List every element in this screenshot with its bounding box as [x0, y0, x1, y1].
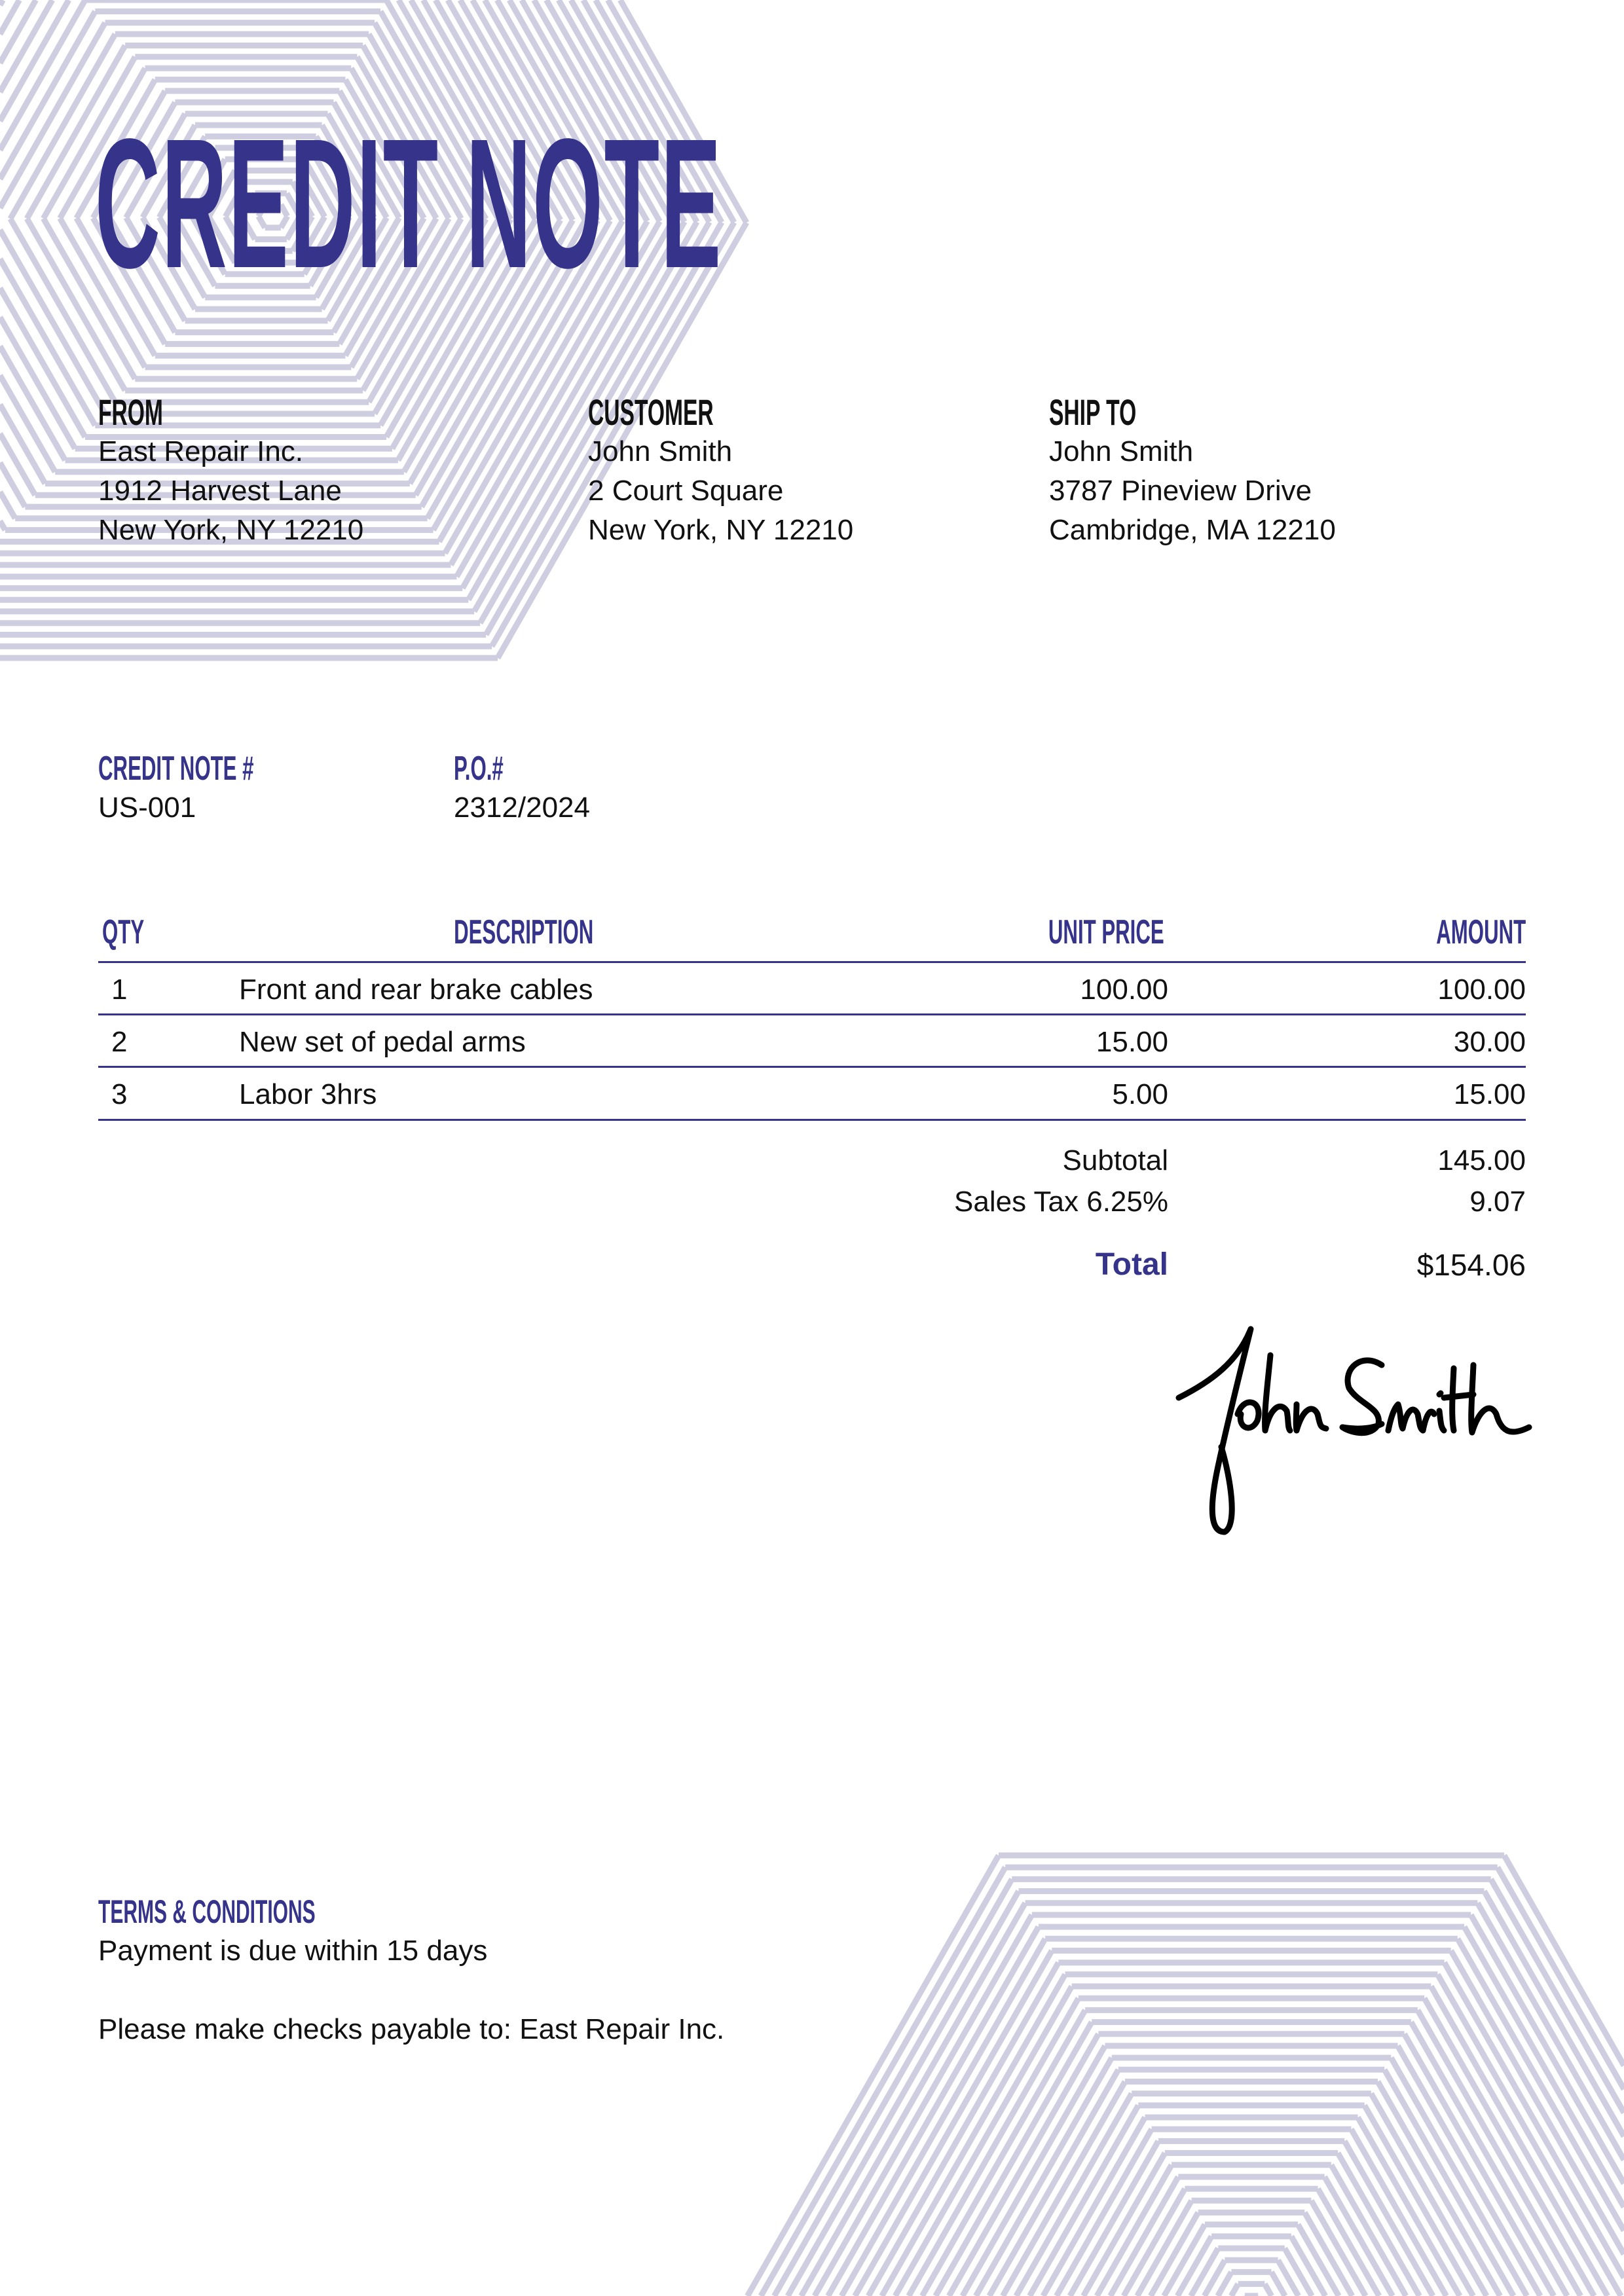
row-amount: 100.00	[1437, 974, 1526, 1006]
terms-line: Please make checks payable to: East Repair Inc.	[98, 2013, 725, 2045]
ship-to-line: 3787 Pineview Drive	[1049, 475, 1312, 507]
total-label: Total	[1095, 1247, 1168, 1282]
header-amount-text: AMOUNT	[1436, 913, 1526, 951]
row-unit-price: 15.00	[1096, 1026, 1168, 1058]
ship-to-line: John Smith	[1049, 435, 1194, 467]
table-divider	[98, 1066, 1526, 1068]
customer-line: New York, NY 12210	[588, 514, 854, 546]
customer-label: CUSTOMER	[588, 392, 714, 433]
row-description: New set of pedal arms	[239, 1026, 526, 1058]
page-title	[95, 100, 1375, 306]
row-unit-price: 100.00	[1080, 974, 1168, 1006]
row-amount: 30.00	[1453, 1026, 1526, 1058]
ship-to-line: Cambridge, MA 12210	[1049, 514, 1336, 546]
credit-note-number-label: CREDIT NOTE #	[98, 750, 254, 788]
terms-block	[98, 1892, 724, 2049]
tax-value: 9.07	[1469, 1186, 1526, 1218]
hexagon-ring	[1177, 2236, 1325, 2296]
subtotal-value: 145.00	[1437, 1144, 1526, 1176]
from-block	[98, 393, 363, 550]
signature	[1166, 1316, 1532, 1545]
from-line: 1912 Harvest Lane	[98, 475, 342, 507]
subtotal-label: Subtotal	[1062, 1144, 1168, 1176]
from-line: East Repair Inc.	[98, 435, 304, 467]
header-amount	[1376, 913, 1526, 952]
hexagon-pattern-bottom	[747, 1855, 1624, 2296]
row-qty: 3	[111, 1078, 128, 1110]
page-title-text: CREDIT NOTE	[95, 100, 723, 306]
from-line: New York, NY 12210	[98, 514, 364, 546]
row-qty: 1	[111, 974, 128, 1006]
total-value: $154.06	[1416, 1248, 1526, 1282]
row-unit-price: 5.00	[1112, 1078, 1168, 1110]
from-label: FROM	[98, 392, 163, 433]
hexagon-pattern-top	[0, 0, 747, 658]
header-unit-price	[971, 913, 1164, 952]
customer-line: 2 Court Square	[588, 475, 784, 507]
customer-line: John Smith	[588, 435, 733, 467]
po-number	[454, 749, 590, 828]
table-divider	[98, 1119, 1526, 1121]
credit-note-number-value: US-001	[98, 792, 196, 824]
hexagon-ring	[1097, 2165, 1406, 2296]
po-number-value: 2312/2024	[454, 792, 590, 824]
customer-block	[588, 393, 853, 550]
row-amount: 15.00	[1453, 1078, 1526, 1110]
header-qty	[102, 913, 172, 952]
ship-to-label: SHIP TO	[1049, 392, 1137, 433]
table-divider	[98, 1013, 1526, 1015]
header-description	[367, 913, 681, 952]
terms-label: TERMS & CONDITIONS	[98, 1893, 316, 1930]
tax-label: Sales Tax 6.25%	[954, 1186, 1168, 1218]
terms-line: Payment is due within 15 days	[98, 1935, 488, 1967]
header-description-text: DESCRIPTION	[454, 913, 594, 951]
credit-note-number	[98, 749, 358, 828]
header-unit-price-text: UNIT PRICE	[1048, 913, 1164, 951]
row-qty: 2	[111, 1026, 128, 1058]
header-qty-text: QTY	[102, 913, 145, 951]
ship-to-block	[1049, 393, 1336, 550]
row-description: Front and rear brake cables	[239, 974, 593, 1006]
row-description: Labor 3hrs	[239, 1078, 377, 1110]
table-divider	[98, 961, 1526, 963]
po-number-label: P.O.#	[454, 750, 504, 788]
